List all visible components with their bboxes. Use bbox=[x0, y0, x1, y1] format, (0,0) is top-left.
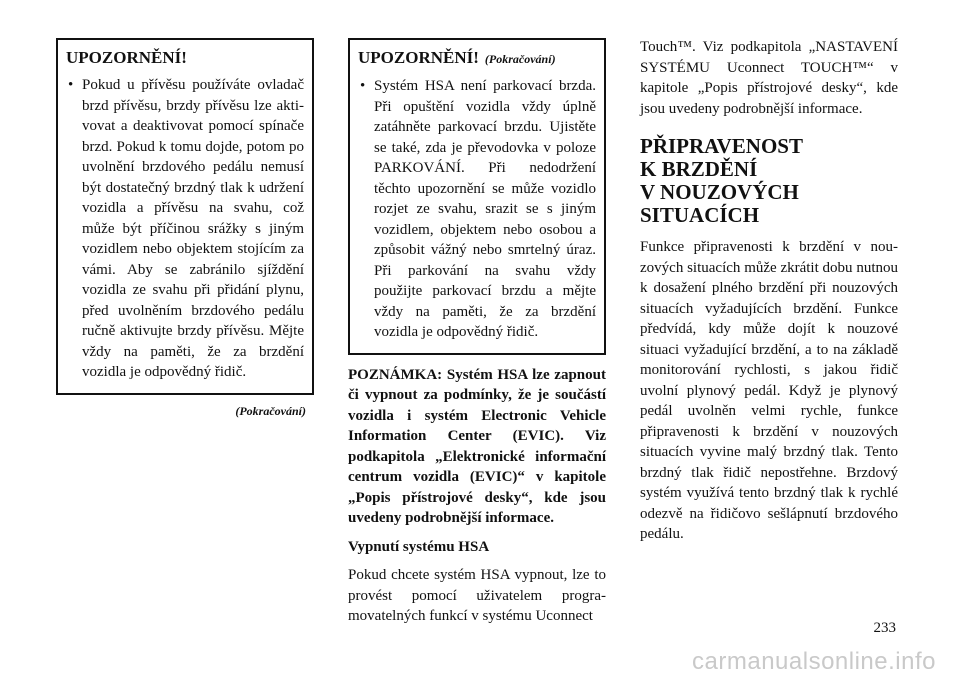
warning-continued-label: (Pokračování) bbox=[484, 52, 556, 66]
warning-bullet: • Systém HSA není parkovací brzda. Při opuštění vozidla vždy úplně zatáhněte parkovací brzdu. Ujistěte se také, zda je převodovka v poloze PARKOVÁNÍ. Při nedodržení těchto upozornění se může vozidlo rozjet ze svahu, srazit se s jiným vozidlem, objektem nebo osobou a způsobit vážný nebo smrtelný úraz. Při parkování na svahu vždy použijte parkovací brzdu a mějte vždy na paměti, že za brzdění vozidla je odpovědný řidič. bbox=[358, 76, 596, 343]
subheading: Vypnutí systému HSA bbox=[348, 538, 490, 555]
heading-line: K BRZDĚNÍ bbox=[640, 157, 758, 181]
continued-label: (Pokračování) bbox=[235, 403, 306, 418]
body-paragraph: Funkce připravenosti k brzdění v nouzových situacích může zkrátit dobu nutnou k dosažení plného brzdění při nouzových situacích vyžadujících brzdění. Funkce předvídá, kdy může dojít k nouzové situaci vyžadující brzdění, a to na základě monitorování rychlosti, s jakou řidič uvolní plynový pedál. Když je plynový pedál uvolněn velmi rychle, funkce připravenosti k brzdění v nouzových situacích vyvine malý brzdný tlak. Tento brzdný tlak řidič nepostřehne. Brzdový systém využívá tento brzdný tlak k rychlé odezvě na řidičovo sešlápnutí brzdového pedálu. bbox=[640, 239, 898, 542]
warning-title-text: UPOZORNĚNÍ! bbox=[358, 48, 479, 67]
body-paragraph-top: Touch™. Viz podkapitola „NASTAVENÍ SYSTÉMU Uconnect TOUCH™“ v kapitole „Popis přístrojové desky“, kde jsou uvedeny podrobnější informace. bbox=[640, 39, 898, 117]
warning-title bbox=[358, 47, 596, 70]
warning-bullet: • Pokud u přívěsu používáte ovladač brzd přívěsu, brzdy přívěsu lze aktivovat a deaktivovat pomocí spínače brzd. Pokud k tomu dojde, potom po uvolnění brzdového pedálu nemusí být dostatečný brzdný tlak k udržení vozidla a přívěsu na svahu, což může být příčinou srážky s jiným vozidlem nebo objektem stojícím za vámi. Aby se zabránilo sjíždění vozidla ze svahu při přidání plynu, před uvolněním brzdového pedálu ručně aktivujte brzdy přívěsu. Mějte vždy na paměti, že za brzdění vozidla je odpovědný řidič. bbox=[66, 75, 304, 383]
heading-line: V NOUZOVÝCH bbox=[640, 180, 799, 204]
column-right bbox=[640, 0, 898, 545]
heading-line: SITUACÍCH bbox=[640, 203, 760, 227]
warning-box bbox=[56, 38, 314, 395]
page-number: 233 bbox=[873, 620, 896, 636]
warning-title: UPOZORNĚNÍ! bbox=[66, 48, 187, 67]
heading-line: PŘIPRAVENOST bbox=[640, 134, 803, 158]
watermark-text: carmanualsonline.info bbox=[692, 648, 936, 675]
warning-box-continued bbox=[348, 38, 606, 355]
column-middle bbox=[348, 0, 606, 627]
body-paragraph: Pokud chcete systém HSA vypnout, lze to provést pomocí uživatelem programovatelných funkcí v systému Uconnect bbox=[348, 567, 606, 624]
note-paragraph: POZNÁMKA: Systém HSA lze zapnout či vypnout za podmínky, že je součástí vozidla i systém Electronic Vehicle Information Center (EVIC). Viz podkapitola „Elektronické informační centrum vozidla (EVIC)“ v kapitole „Popis přístrojové desky“, kde jsou uvedeny podrobnější informace. bbox=[348, 366, 606, 526]
column-left bbox=[56, 0, 314, 421]
section-heading bbox=[640, 135, 898, 227]
